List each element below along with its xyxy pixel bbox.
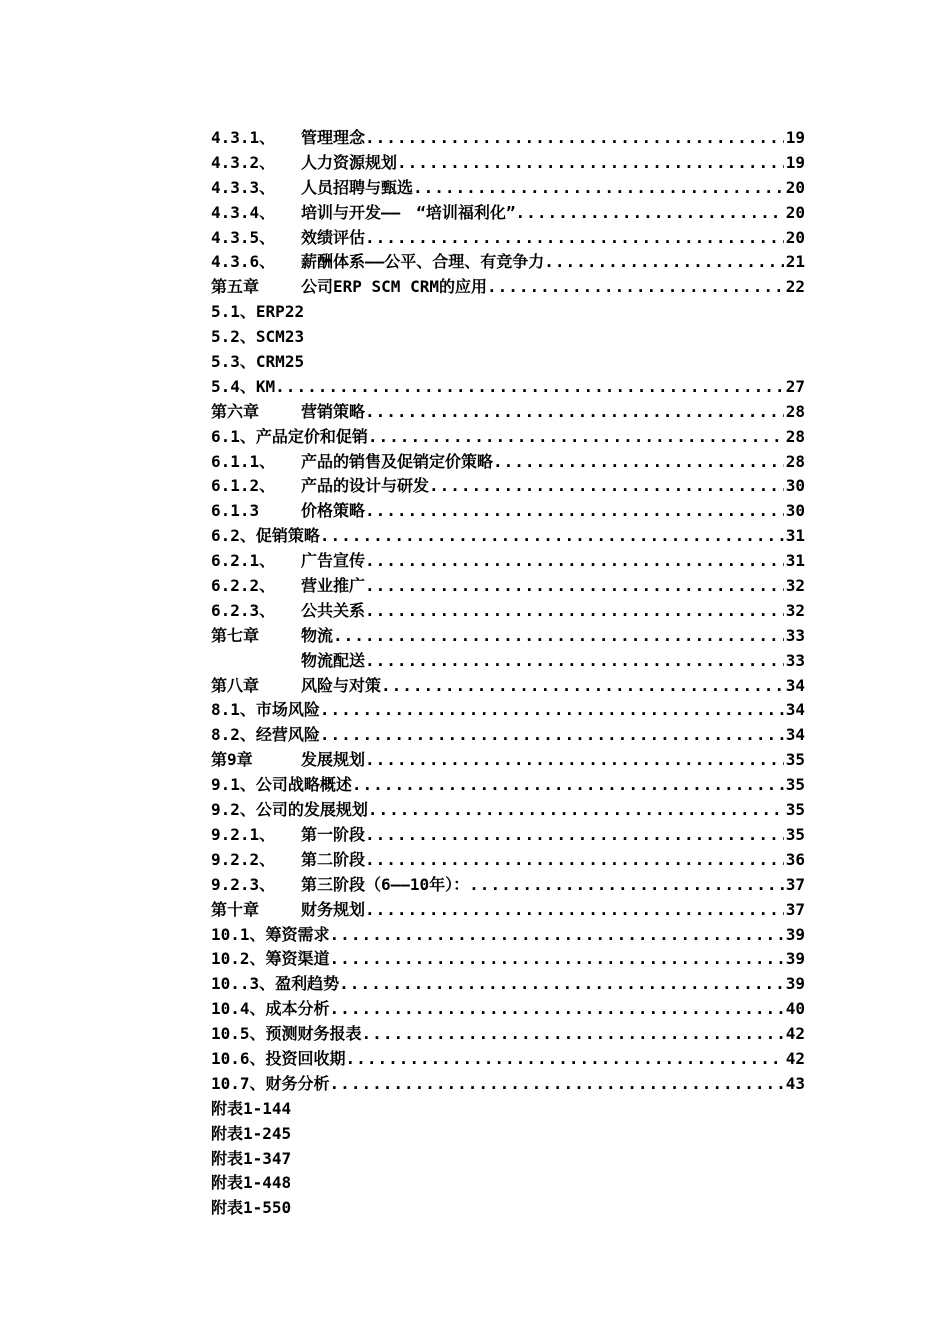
dot-leader	[330, 997, 784, 1022]
dot-leader	[365, 599, 784, 624]
entry-page: 19	[785, 152, 805, 172]
entry-number: 6.1.3	[211, 501, 260, 521]
entry-title: 附表1-2	[211, 1123, 272, 1143]
entry-page: 21	[785, 252, 805, 272]
dot-leader	[365, 400, 784, 425]
chapter-label: 第八章	[211, 675, 260, 695]
entry-page: 30	[785, 501, 805, 521]
entry-page: 39	[785, 924, 805, 944]
toc-appendix-entry[interactable]	[211, 1147, 805, 1172]
entry-title: 人员招聘与甄选	[301, 177, 414, 197]
toc-entry[interactable]	[211, 599, 805, 624]
toc-entry[interactable]	[211, 201, 805, 226]
dot-leader	[330, 947, 784, 972]
entry-number: 9.2.1、	[211, 824, 276, 844]
toc-appendix-entry[interactable]	[211, 1097, 805, 1122]
entry-title: 9.1、公司战略概述	[211, 775, 352, 795]
entry-title: 价格策略	[301, 501, 366, 521]
entry-page: 33	[785, 650, 805, 670]
entry-number: 4.3.3、	[211, 177, 276, 197]
toc-entry[interactable]	[211, 350, 805, 375]
toc-entry[interactable]	[211, 1022, 805, 1047]
dot-leader	[320, 723, 784, 748]
dot-leader	[493, 450, 784, 475]
entry-title: 附表1-4	[211, 1173, 272, 1193]
toc-entry[interactable]	[211, 325, 805, 350]
dot-leader	[381, 674, 784, 699]
entry-title: 10.5、预测财务报表	[211, 1024, 362, 1044]
entry-title: 风险与对策	[301, 675, 382, 695]
entry-title: 附表1-5	[211, 1198, 272, 1218]
toc-entry[interactable]	[211, 574, 805, 599]
entry-page: 44	[271, 1098, 292, 1118]
entry-title: 6.2、促销策略	[211, 526, 320, 546]
toc-entry[interactable]	[211, 972, 805, 997]
chapter-label: 第9章	[211, 750, 253, 770]
entry-page: 47	[271, 1148, 292, 1168]
entry-title: 公共关系	[301, 600, 366, 620]
dot-leader	[365, 898, 784, 923]
entry-title: 营销策略	[301, 401, 366, 421]
toc-appendix-entry[interactable]	[211, 1171, 805, 1196]
toc-entry[interactable]	[211, 1047, 805, 1072]
toc-appendix-entry[interactable]	[211, 1196, 805, 1221]
entry-title: 10.7、财务分析	[211, 1073, 330, 1093]
entry-page: 43	[785, 1073, 805, 1093]
entry-page: 27	[785, 376, 805, 396]
toc-chapter-entry[interactable]	[211, 748, 805, 773]
entry-number: 9.2.3、	[211, 874, 276, 894]
entry-title: 5.2、SCM	[211, 327, 285, 347]
toc-appendix-entry[interactable]	[211, 1122, 805, 1147]
entry-number: 4.3.5、	[211, 227, 276, 247]
dot-leader	[365, 549, 784, 574]
entry-page: 36	[785, 849, 805, 869]
entry-number: 6.2.1、	[211, 551, 276, 571]
toc-entry[interactable]	[211, 723, 805, 748]
dot-leader	[413, 176, 784, 201]
toc-entry[interactable]	[211, 375, 805, 400]
entry-page: 28	[785, 401, 805, 421]
toc-chapter-entry[interactable]	[211, 674, 805, 699]
entry-page: 19	[785, 128, 805, 147]
toc-entry[interactable]	[211, 524, 805, 549]
toc-entry[interactable]	[211, 300, 805, 325]
entry-title: 第二阶段	[301, 849, 366, 869]
entry-number: 6.2.3、	[211, 600, 276, 620]
entry-page: 35	[785, 800, 805, 820]
entry-title: 8.2、经营风险	[211, 725, 320, 745]
toc-entry[interactable]	[211, 873, 805, 898]
toc-entry[interactable]	[211, 798, 805, 823]
entry-number: 6.2.2、	[211, 576, 276, 596]
dot-leader	[368, 798, 784, 823]
entry-page: 25	[284, 352, 305, 372]
entry-page: 31	[785, 551, 805, 571]
toc-entry[interactable]	[211, 226, 805, 251]
toc-entry[interactable]	[211, 848, 805, 873]
toc-chapter-entry[interactable]	[211, 400, 805, 425]
entry-page: 33	[785, 625, 805, 645]
entry-page: 37	[785, 899, 805, 919]
chapter-label: 第六章	[211, 401, 260, 421]
toc-entry[interactable]	[211, 947, 805, 972]
toc-entry[interactable]	[211, 698, 805, 723]
toc-entry[interactable]	[211, 425, 805, 450]
entry-number: 4.3.4、	[211, 202, 276, 222]
entry-page: 35	[785, 824, 805, 844]
entry-page: 20	[785, 227, 805, 247]
dot-leader	[330, 923, 784, 948]
entry-page: 32	[785, 576, 805, 596]
entry-number: 6.1.2、	[211, 476, 276, 496]
entry-page: 34	[785, 675, 805, 695]
toc-entry[interactable]	[211, 923, 805, 948]
dot-leader	[330, 1072, 784, 1097]
entry-page: 20	[785, 177, 805, 197]
entry-title: 广告宣传	[301, 551, 366, 571]
dot-leader	[275, 375, 784, 400]
toc-entry[interactable]	[211, 450, 805, 475]
toc-entry[interactable]	[211, 176, 805, 201]
entry-title: 产品的设计与研发	[301, 476, 430, 496]
dot-leader	[429, 474, 784, 499]
toc-entry[interactable]	[211, 549, 805, 574]
entry-title: 发展规划	[301, 750, 366, 770]
entry-title: 10..3、盈利趋势	[211, 974, 340, 994]
dot-leader	[320, 698, 784, 723]
entry-title: 营业推广	[301, 576, 366, 596]
entry-page: 20	[785, 202, 805, 222]
entry-page: 48	[271, 1173, 292, 1193]
entry-page: 40	[785, 999, 805, 1019]
entry-title: 10.6、投资回收期	[211, 1048, 346, 1068]
dot-leader	[320, 524, 784, 549]
entry-title: 效绩评估	[301, 227, 366, 247]
toc-entry[interactable]	[211, 151, 805, 176]
dot-leader	[365, 649, 784, 674]
toc-chapter-entry[interactable]	[211, 275, 805, 300]
entry-title: 物流	[301, 625, 334, 645]
entry-title: 物流配送	[301, 650, 366, 670]
entry-title: 产品的销售及促销定价策略	[301, 451, 494, 471]
entry-page: 22	[284, 302, 305, 322]
entry-page: 35	[785, 775, 805, 795]
entry-title: 6.1、产品定价和促销	[211, 426, 368, 446]
entry-page: 39	[785, 949, 805, 969]
dot-leader	[333, 624, 784, 649]
dot-leader	[365, 574, 784, 599]
entry-title: 公司ERP SCM CRM的应用	[301, 277, 487, 297]
dot-leader	[365, 848, 784, 873]
entry-title: 附表1-1	[211, 1098, 272, 1118]
entry-title: 8.1、市场风险	[211, 700, 320, 720]
entry-page: 50	[271, 1198, 292, 1218]
toc-entry[interactable]	[211, 474, 805, 499]
dot-leader	[516, 201, 784, 226]
entry-title: 10.2、筹资渠道	[211, 949, 330, 969]
toc-entry[interactable]	[211, 649, 805, 674]
entry-title: 10.4、成本分析	[211, 999, 330, 1019]
entry-page: 35	[785, 750, 805, 770]
entry-title: 5.1、ERP	[211, 302, 285, 322]
chapter-label: 第五章	[211, 277, 260, 297]
dot-leader	[368, 425, 784, 450]
entry-title: 5.4、KM	[211, 376, 276, 396]
dot-leader	[365, 748, 784, 773]
dot-leader	[339, 972, 784, 997]
dot-leader	[362, 1022, 784, 1047]
entry-title: 管理理念	[301, 128, 366, 147]
entry-page: 45	[271, 1123, 292, 1143]
dot-leader	[469, 873, 784, 898]
entry-page: 30	[785, 476, 805, 496]
entry-page: 42	[785, 1048, 805, 1068]
entry-number: 4.3.1、	[211, 128, 276, 147]
entry-title: 薪酬体系——公平、合理、有竞争力	[301, 252, 545, 272]
toc-entry[interactable]	[211, 823, 805, 848]
entry-page: 34	[785, 700, 805, 720]
entry-title: 5.3、CRM	[211, 352, 285, 372]
toc-chapter-entry[interactable]	[211, 624, 805, 649]
entry-number: 4.3.2、	[211, 152, 276, 172]
dot-leader	[365, 823, 784, 848]
entry-title: 财务规划	[301, 899, 366, 919]
toc-entry[interactable]	[211, 997, 805, 1022]
entry-page: 42	[785, 1024, 805, 1044]
dot-leader	[487, 275, 784, 300]
entry-title: 9.2、公司的发展规划	[211, 800, 368, 820]
dot-leader	[365, 499, 784, 524]
entry-page: 37	[785, 874, 805, 894]
entry-page: 22	[785, 277, 805, 297]
toc-entry[interactable]	[211, 499, 805, 524]
entry-number: 9.2.2、	[211, 849, 276, 869]
entry-page: 28	[785, 451, 805, 471]
entry-title: 人力资源规划	[301, 152, 398, 172]
toc-entry[interactable]	[211, 250, 805, 275]
dot-leader	[346, 1047, 784, 1072]
entry-page: 28	[785, 426, 805, 446]
entry-title: 第一阶段	[301, 824, 366, 844]
entry-page: 34	[785, 725, 805, 745]
entry-title: 附表1-3	[211, 1148, 272, 1168]
dot-leader	[365, 226, 784, 251]
entry-title: 第三阶段（6——10年）：	[301, 874, 470, 894]
toc-entry[interactable]	[211, 126, 805, 151]
toc-entry[interactable]	[211, 1072, 805, 1097]
entry-page: 31	[785, 526, 805, 546]
entry-number: 4.3.6、	[211, 252, 276, 272]
entry-number: 6.1.1、	[211, 451, 276, 471]
entry-title: 10.1、筹资需求	[211, 924, 330, 944]
dot-leader	[365, 126, 784, 151]
toc-chapter-entry[interactable]	[211, 898, 805, 923]
table-of-contents	[211, 126, 805, 1221]
entry-page: 39	[785, 974, 805, 994]
dot-leader	[544, 250, 783, 275]
entry-title: 培训与开发—— “培训福利化”	[301, 202, 516, 222]
chapter-label: 第十章	[211, 899, 260, 919]
toc-entry[interactable]	[211, 773, 805, 798]
dot-leader	[352, 773, 784, 798]
entry-page: 23	[284, 327, 305, 347]
entry-page: 32	[785, 600, 805, 620]
chapter-label: 第七章	[211, 625, 260, 645]
dot-leader	[397, 151, 784, 176]
